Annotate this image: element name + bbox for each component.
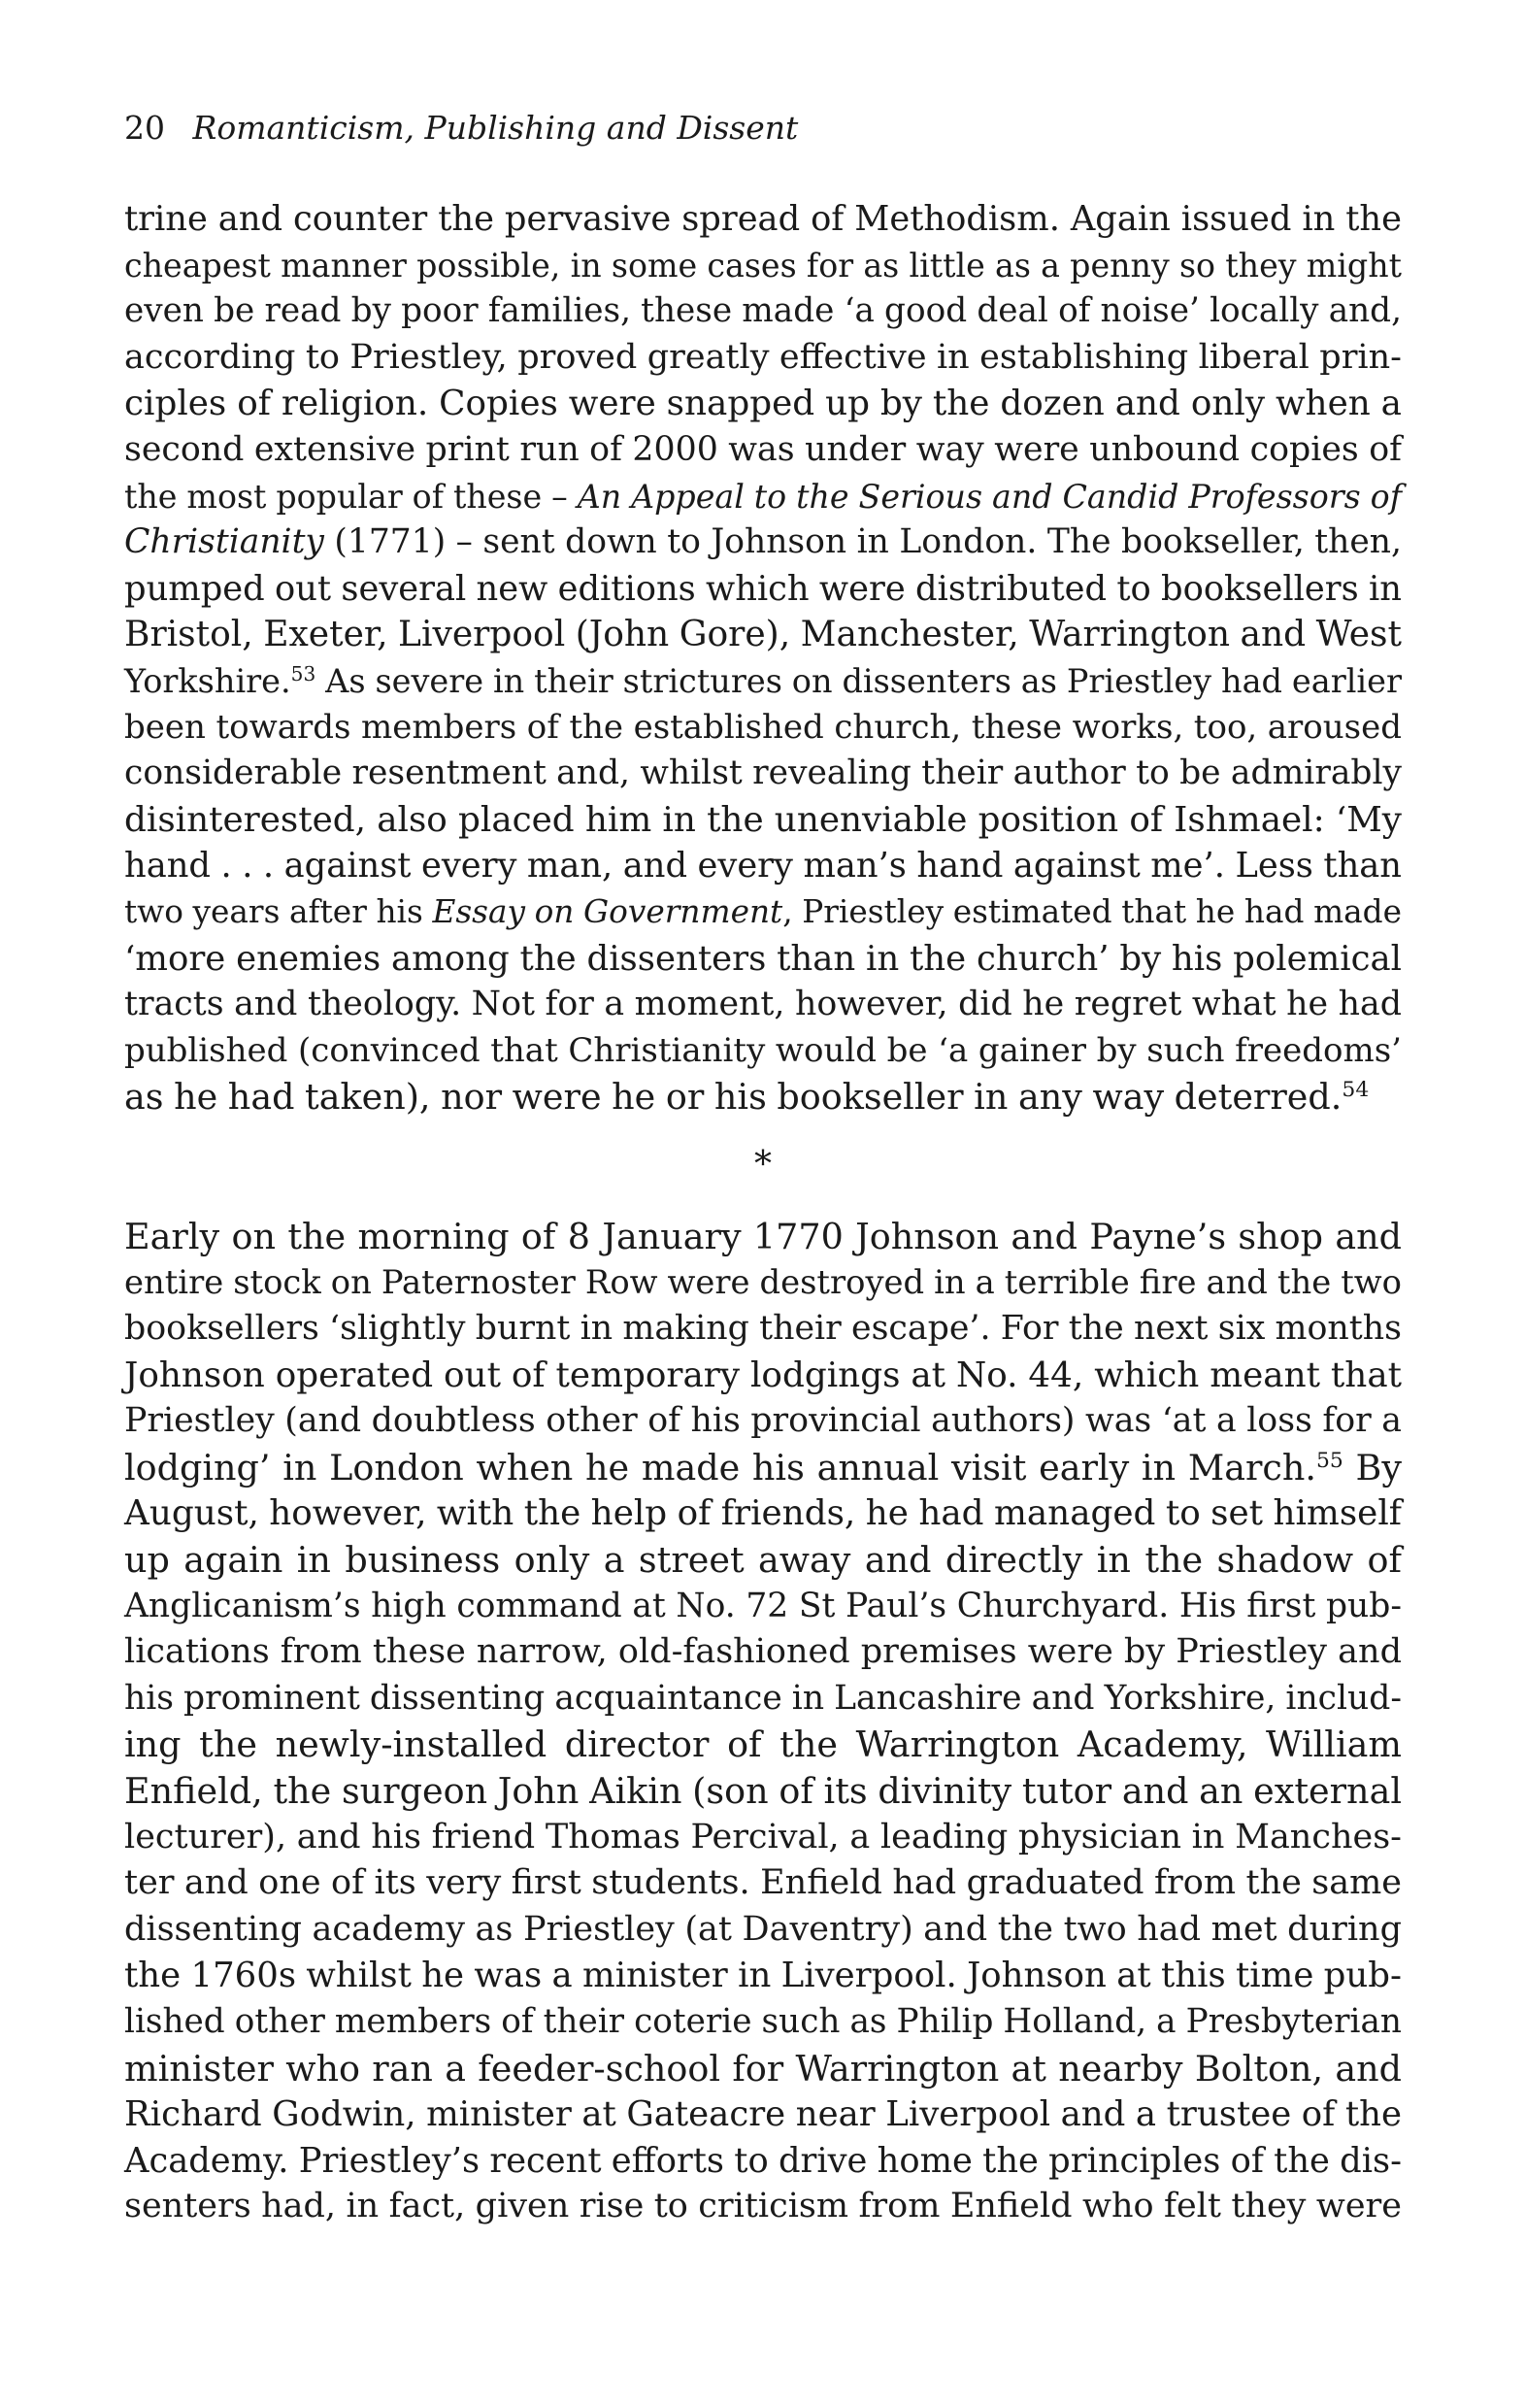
page-number: 20 (124, 109, 165, 147)
text-line: published (convinced that Christianity would be ‘a gainer by such freedoms’ (124, 1030, 1402, 1070)
text-segment: lodging’ in London when he made his annual visit early in March. (124, 1446, 1316, 1488)
text-line (124, 658, 1402, 705)
text-line: lications from these narrow, old-fashioned premises were by Priestley and (124, 1632, 1402, 1672)
text-segment: two years after his (124, 892, 433, 930)
text-line: ter and one of its very first students. Enfield had graduated from the same (124, 1863, 1402, 1903)
text-line: second extensive print run of 2000 was under way were unbound copies of (124, 429, 1402, 469)
text-line (124, 889, 1402, 936)
text-line: disinterested, also placed him in the unenviable position of Ishmael: ‘My (124, 799, 1402, 840)
text-line: Bristol, Exeter, Liverpool (John Gore), Manchester, Warrington and West (124, 615, 1402, 655)
text-line: Early on the morning of 8 January 1770 Johnson and Payne’s shop and (124, 1215, 1402, 1257)
text-segment: , Priestley estimated that he had made (782, 892, 1402, 930)
text-line: tracts and theology. Not for a moment, however, did he regret what he had (124, 985, 1402, 1024)
text-line: Johnson operated out of temporary lodgings at No. 44, which meant that (124, 1354, 1402, 1395)
text-line: senters had, in fact, given rise to criticism from Enfield who felt they were (124, 2187, 1402, 2226)
text-line: his prominent dissenting acquaintance in Lancashire and Yorkshire, includ- (124, 1678, 1402, 1718)
text-line (124, 1445, 1402, 1491)
text-line: pumped out several new editions which were distributed to booksellers in (124, 568, 1402, 609)
running-head (124, 105, 1402, 151)
text-line: minister who ran a feeder-school for Warrington at nearby Bolton, and (124, 2047, 1402, 2090)
text-line: ing the newly-installed director of the Warrington Academy, William (124, 1723, 1402, 1766)
text-line: even be read by poor families, these made ‘a good deal of noise’ locally and, (124, 291, 1402, 331)
text-line: Priestley (and doubtless other of his provincial authors) was ‘at a loss for a (124, 1401, 1402, 1441)
section-break-asterisk: * (754, 1144, 772, 1185)
text-line: Anglicanism’s high command at No. 72 St Paul’s Churchyard. His first pub- (124, 1586, 1402, 1625)
paragraph-fire (124, 1214, 1402, 2230)
text-line: according to Priestley, proved greatly effective in establishing liberal prin- (124, 337, 1402, 377)
paragraph-methodism (124, 196, 1402, 1120)
text-segment: (1771) – sent down to Johnson in London. The bookseller, then, (323, 522, 1402, 562)
text-line: ciples of religion. Copies were snapped up by the dozen and only when a (124, 384, 1402, 424)
footnote-ref-54[interactable]: 54 (1342, 1078, 1370, 1103)
text-line: cheapest manner possible, in some cases for as little as a penny so they might (124, 246, 1402, 284)
book-page (124, 105, 1402, 2230)
text-line: been towards members of the established church, these works, too, aroused (124, 707, 1402, 747)
text-segment: as he had taken), nor were he or his bookseller in any way deterred. (124, 1076, 1343, 1119)
work-title-appeal: An Appeal to the Serious and Candid Professors of (577, 477, 1402, 516)
text-segment: the most popular of these – (124, 477, 578, 516)
text-line (124, 474, 1402, 520)
text-segment: As severe in their strictures on dissenters as Priestley had earlier (315, 661, 1402, 700)
text-line: up again in business only a street away and directly in the shadow of (124, 1539, 1402, 1582)
text-line: lished other members of their coterie such as Philip Holland, a Presbyterian (124, 2001, 1402, 2041)
text-segment: Yorkshire. (124, 661, 291, 700)
book-title: Romanticism, Publishing and Dissent (192, 109, 799, 147)
text-line: dissenting academy as Priestley (at Daventry) and the two had met during (124, 1909, 1402, 1949)
text-segment: By (1343, 1446, 1402, 1488)
text-line: considerable resentment and, whilst revealing their author to be admirably (124, 753, 1402, 793)
text-line: August, however, with the help of friends, he had managed to set himself (124, 1493, 1402, 1534)
text-line: trine and counter the pervasive spread of Methodism. Again issued in the (124, 199, 1402, 239)
text-line: ‘more enemies among the dissenters than in the church’ by his polemical (124, 938, 1402, 979)
text-line: entire stock on Paternoster Row were destroyed in a terrible fire and the two (124, 1263, 1402, 1302)
text-line: lecturer), and his friend Thomas Percival, a leading physician in Manches- (124, 1817, 1402, 1856)
text-line: booksellers ‘slightly burnt in making their escape’. For the next six months (124, 1309, 1402, 1349)
text-line (124, 519, 1402, 566)
work-title-essay: Essay on Government (432, 892, 783, 930)
footnote-ref-53[interactable]: 53 (290, 661, 316, 686)
text-line: Academy. Priestley’s recent efforts to drive home the principles of the dis- (124, 2140, 1402, 2181)
text-line: hand . . . against every man, and every man’s hand against me’. Less than (124, 846, 1402, 886)
text-line (124, 1074, 1402, 1120)
work-title-christianity: Christianity (124, 522, 324, 562)
text-line: Enfield, the surgeon John Aikin (son of its divinity tutor and an external (124, 1770, 1402, 1812)
text-line: the 1760s whilst he was a minister in Liverpool. Johnson at this time pub- (124, 1956, 1402, 1996)
footnote-ref-55[interactable]: 55 (1315, 1448, 1343, 1473)
text-line: Richard Godwin, minister at Gateacre near Liverpool and a trustee of the (124, 2094, 1402, 2135)
